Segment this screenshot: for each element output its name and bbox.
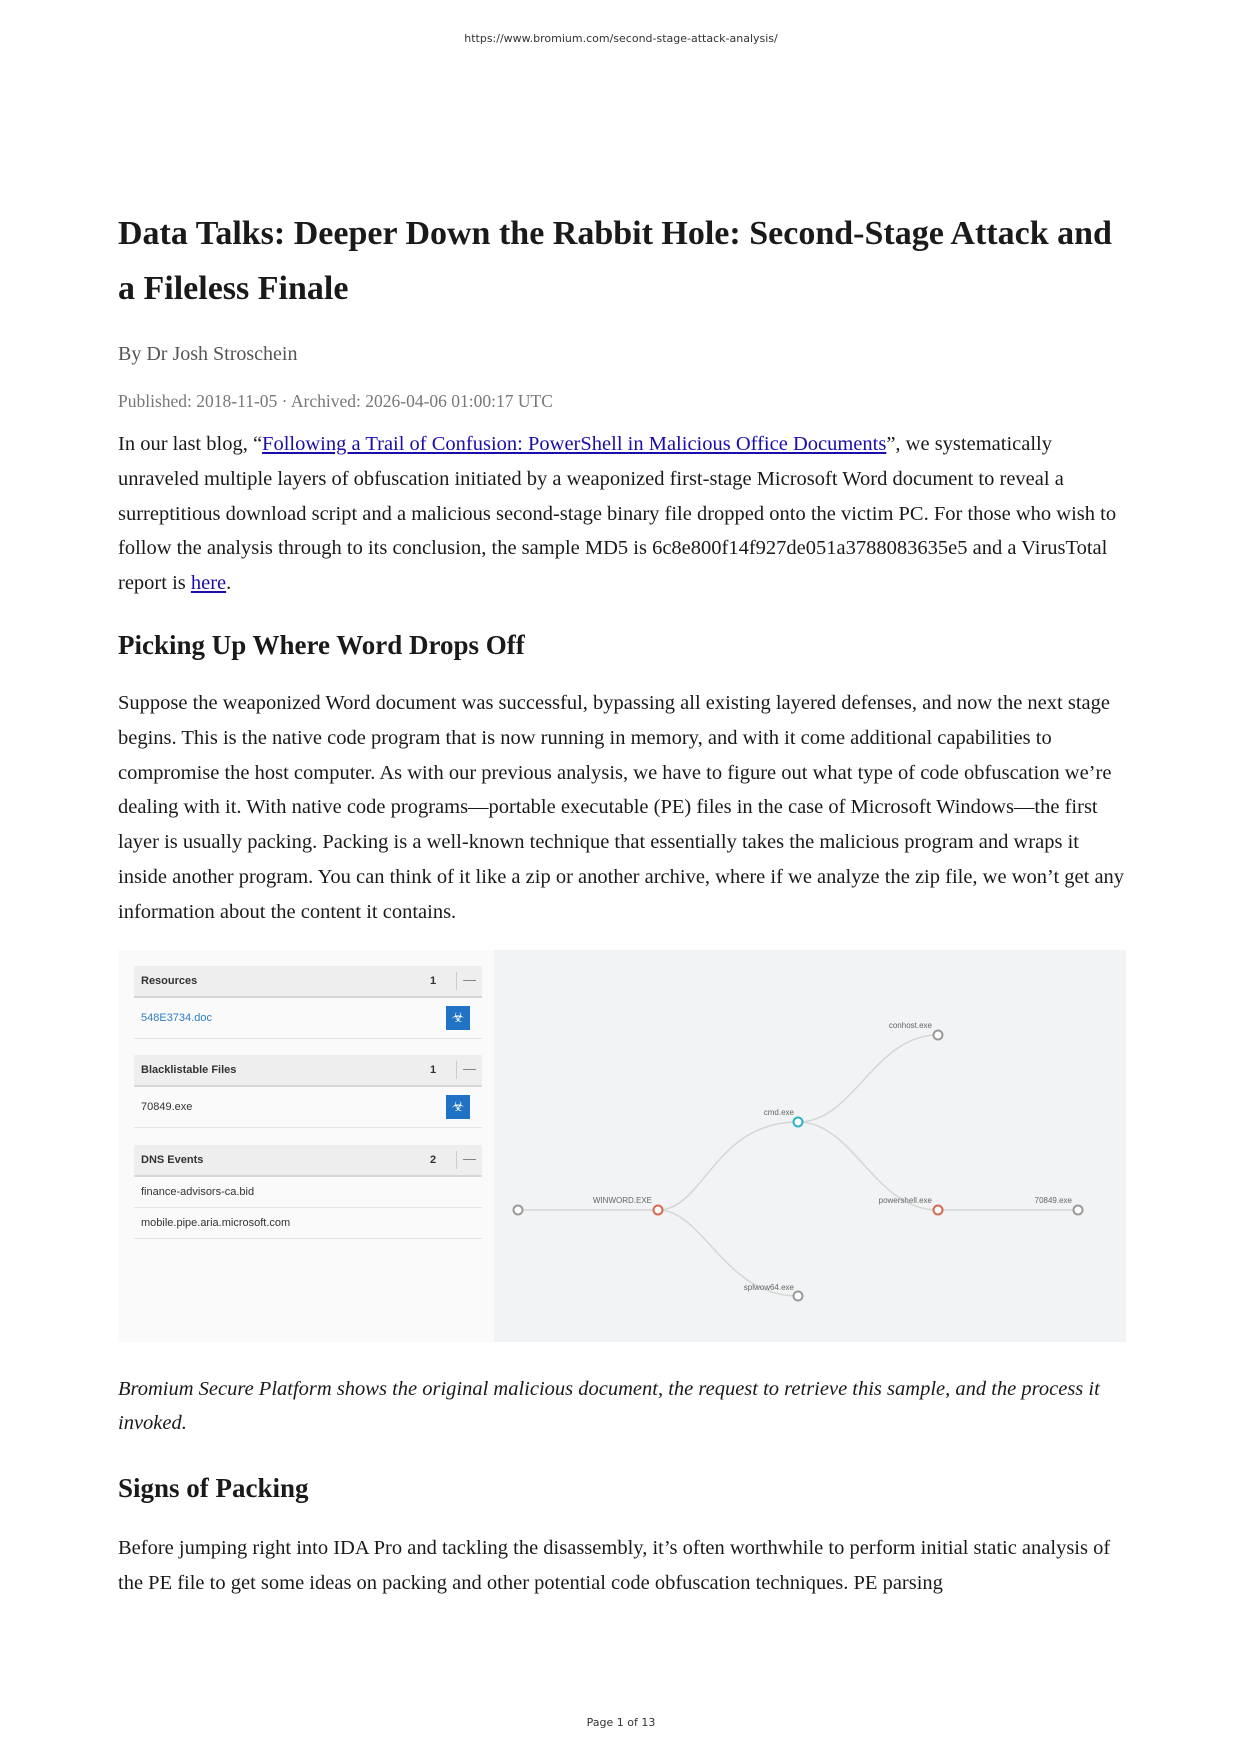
intro-suffix: . xyxy=(226,572,232,595)
article-title: Data Talks: Deeper Down the Rabbit Hole: Second-Stage Attack and a Fileless Finale xyxy=(118,215,1112,307)
splwow-label: splwow64.exe xyxy=(743,1282,794,1292)
winword-node[interactable] xyxy=(654,1205,663,1214)
powershell-label: powershell.exe xyxy=(878,1195,932,1205)
blacklist-collapse-icon[interactable]: — xyxy=(456,1061,476,1079)
graph-edge xyxy=(798,1035,938,1122)
intro-prefix: In our last blog, “ xyxy=(118,433,263,455)
cmd-node[interactable] xyxy=(794,1117,803,1126)
virustotal-link[interactable]: here xyxy=(190,572,227,595)
article-byline: By Dr Josh Stroschein xyxy=(118,343,298,365)
article xyxy=(118,206,1126,1601)
dns-header xyxy=(134,1145,482,1177)
dns-row xyxy=(134,1177,482,1208)
splwow-node[interactable] xyxy=(794,1291,803,1300)
bromium-screenshot-figure xyxy=(118,950,1126,1342)
events-panel xyxy=(118,950,494,1342)
resources-count: 1 xyxy=(430,974,437,987)
winword-label: WINWORD.EXE xyxy=(592,1195,652,1205)
blacklist-count: 1 xyxy=(430,1063,437,1076)
blacklist-row xyxy=(134,1087,482,1128)
dns-count: 2 xyxy=(430,1153,437,1166)
page-number: Page 1 of 13 xyxy=(586,1716,656,1729)
sample-exe-label: 70849.exe xyxy=(1034,1195,1072,1205)
figure-caption: Bromium Secure Platform shows the original malicious document, the request to retrieve this sample, and the process it invoked. xyxy=(118,1377,1100,1435)
powershell-node[interactable] xyxy=(934,1205,943,1214)
previous-blog-link[interactable]: Following a Trail of Confusion: PowerShell in Malicious Office Documents xyxy=(262,433,887,455)
resources-collapse-icon[interactable]: — xyxy=(456,972,476,990)
blacklist-file: 70849.exe xyxy=(141,1100,193,1113)
section-heading-picking-up: Picking Up Where Word Drops Off xyxy=(118,629,525,660)
page-url-header: https://www.bromium.com/second-stage-attack-analysis/ xyxy=(464,32,778,45)
resource-row xyxy=(134,998,482,1039)
sample-exe-node[interactable] xyxy=(1074,1205,1083,1214)
dns-domain: finance-advisors-ca.bid xyxy=(141,1185,255,1198)
blacklist-header xyxy=(134,1055,482,1087)
biohazard-icon[interactable]: ☣ xyxy=(446,1095,470,1119)
blacklist-label: Blacklistable Files xyxy=(141,1063,237,1076)
dns-collapse-icon[interactable]: — xyxy=(456,1151,476,1169)
root-node[interactable] xyxy=(514,1205,523,1214)
process-graph-svg xyxy=(494,950,1126,1342)
resources-header xyxy=(134,966,482,998)
conhost-node[interactable] xyxy=(934,1030,943,1039)
dns-row xyxy=(134,1208,482,1239)
article-meta: Published: 2018-11-05 · Archived: 2026-04-06 01:00:17 UTC xyxy=(118,391,553,411)
cmd-label: cmd.exe xyxy=(763,1107,794,1117)
biohazard-icon[interactable]: ☣ xyxy=(446,1006,470,1030)
dns-label: DNS Events xyxy=(141,1153,204,1166)
process-graph xyxy=(494,950,1126,1342)
resources-label: Resources xyxy=(141,974,198,987)
conhost-label: conhost.exe xyxy=(888,1020,932,1030)
intro-middle: ”, we systematically unraveled multiple layers of obfuscation initiated by a weaponized first-stage Microsoft Word document to reveal a surreptitious download script and a malicious second-stage binary file dropped onto the victim PC. For those who wish to follow the analysis through to its conclusion, the sample MD5 is 6c8e800f14f927de051a3788083635e5 and a VirusTotal report is xyxy=(118,433,1117,595)
section2-paragraph: Before jumping right into IDA Pro and tackling the disassembly, it’s often worthwhile to perform initial static analysis of the PE file to get some ideas on packing and other potential code obfuscation techniques. PE parsing xyxy=(118,1537,1111,1594)
resource-file-link[interactable]: 548E3734.doc xyxy=(141,1011,212,1024)
graph-edge xyxy=(658,1122,798,1210)
section1-paragraph: Suppose the weaponized Word document was successful, bypassing all existing layered defenses, and now the next stage begins. This is the native code program that is now running in memory, and with it come additional capabilities to compromise the host computer. As with our previous analysis, we have to figure out what type of code obfuscation we’re dealing with it. With native code programs—portable executable (PE) files in the case of Microsoft Windows—the first layer is usually packing. Packing is a well-known technique that essentially takes the malicious program and wraps it inside another program. You can think of it like a zip or another archive, where if we analyze the zip file, we won’t get any information about the content it contains. xyxy=(118,691,1125,923)
dns-domain: mobile.pipe.aria.microsoft.com xyxy=(141,1216,291,1229)
intro-paragraph xyxy=(118,427,1126,601)
section-heading-signs-of-packing: Signs of Packing xyxy=(118,1473,309,1504)
